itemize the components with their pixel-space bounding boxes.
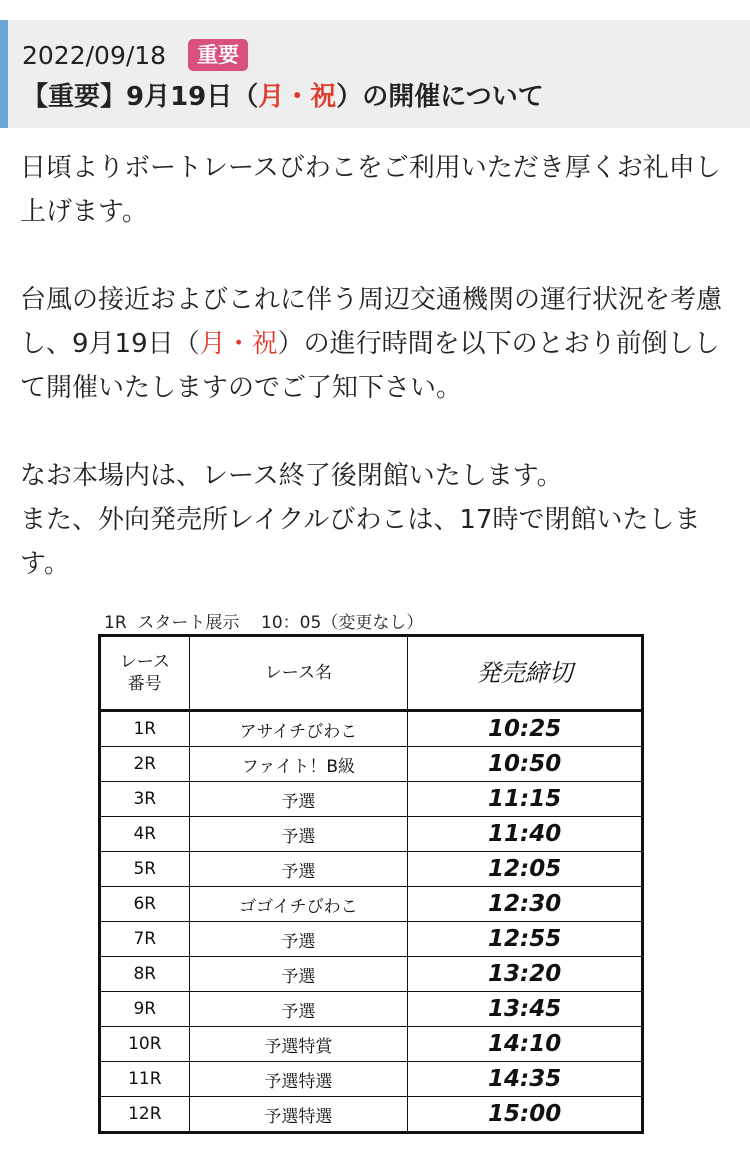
header-race-number: レース 番号 <box>100 636 190 711</box>
paragraph-greeting: 日頃よりボートレースびわこをご利用いただき厚くお礼申し上げます。 <box>20 153 721 227</box>
race-number-cell: 9R <box>100 992 190 1027</box>
race-number-cell: 3R <box>100 782 190 817</box>
closing-notice-line-2: また、外向発売所レイクルびわこは、17時で閉館いたします。 <box>20 505 701 579</box>
deadline-time-cell: 10:25 <box>408 711 643 747</box>
table-row <box>100 711 643 747</box>
deadline-time-cell: 15:00 <box>408 1097 643 1133</box>
paragraph-schedule-change-a: 台風の接近およびこれに伴う周辺交通機関の運行状況を考慮し、9月19日（ <box>20 285 723 359</box>
paragraph-schedule-change-b: ）の進行時間を以下のとおり前倒しして開催いたしますのでご了知下さい。 <box>20 329 720 403</box>
deadline-time-cell: 10:50 <box>408 747 643 782</box>
deadline-time-cell: 12:55 <box>408 922 643 957</box>
post-body <box>20 146 732 586</box>
table-row <box>100 852 643 887</box>
post-title-highlight: 月・祝 <box>258 82 337 112</box>
race-name-cell: 予選 <box>189 782 408 817</box>
deadline-time-cell: 13:20 <box>408 957 643 992</box>
race-number-cell: 1R <box>100 711 190 747</box>
table-row <box>100 1027 643 1062</box>
race-schedule-table <box>98 634 644 1134</box>
deadline-time-cell: 13:45 <box>408 992 643 1027</box>
race-number-cell: 2R <box>100 747 190 782</box>
race-name-cell: アサイチびわこ <box>189 711 408 747</box>
race-number-cell: 8R <box>100 957 190 992</box>
table-row <box>100 782 643 817</box>
race-name-cell: 予選特賞 <box>189 1027 408 1062</box>
table-caption: 1R スタート展示 10：05（変更なし） <box>104 613 424 633</box>
race-name-cell: ファイト！B級 <box>189 747 408 782</box>
deadline-time-cell: 12:05 <box>408 852 643 887</box>
race-name-cell: 予選 <box>189 922 408 957</box>
paragraph-closing-notice <box>20 454 732 586</box>
post-title <box>22 76 544 113</box>
table-row <box>100 747 643 782</box>
table-row <box>100 1062 643 1097</box>
race-name-cell: 予選 <box>189 852 408 887</box>
race-name-cell: 予選 <box>189 957 408 992</box>
paragraph-schedule-change <box>20 278 732 410</box>
race-name-cell: 予選特選 <box>189 1062 408 1097</box>
deadline-time-cell: 11:40 <box>408 817 643 852</box>
table-row <box>100 957 643 992</box>
important-badge: 重要 <box>188 39 248 71</box>
race-number-cell: 7R <box>100 922 190 957</box>
race-number-cell: 6R <box>100 887 190 922</box>
table-row <box>100 1097 643 1133</box>
header-sales-deadline: 発売締切 <box>408 636 643 711</box>
post-header <box>0 20 750 128</box>
deadline-time-cell: 11:15 <box>408 782 643 817</box>
race-name-cell: ゴゴイチびわこ <box>189 887 408 922</box>
race-name-cell: 予選特選 <box>189 1097 408 1133</box>
table-row <box>100 922 643 957</box>
race-number-cell: 4R <box>100 817 190 852</box>
header-race-name: レース名 <box>189 636 408 711</box>
race-number-cell: 10R <box>100 1027 190 1062</box>
post-title-suffix: ）の開催について <box>336 82 544 112</box>
table-header-row <box>100 636 643 711</box>
deadline-time-cell: 14:10 <box>408 1027 643 1062</box>
table-row <box>100 817 643 852</box>
table-body <box>100 711 643 1133</box>
race-number-cell: 5R <box>100 852 190 887</box>
race-name-cell: 予選 <box>189 992 408 1027</box>
post-meta <box>22 38 248 72</box>
paragraph-schedule-change-highlight: 月・祝 <box>199 329 278 359</box>
race-name-cell: 予選 <box>189 817 408 852</box>
race-number-cell: 11R <box>100 1062 190 1097</box>
table-row <box>100 992 643 1027</box>
race-number-cell: 12R <box>100 1097 190 1133</box>
post-date: 2022/09/18 <box>22 40 167 70</box>
closing-notice-line-1: なお本場内は、レース終了後閉館いたします。 <box>20 461 563 491</box>
deadline-time-cell: 12:30 <box>408 887 643 922</box>
post-title-prefix: 【重要】9月19日（ <box>22 82 259 112</box>
deadline-time-cell: 14:35 <box>408 1062 643 1097</box>
table-row <box>100 887 643 922</box>
